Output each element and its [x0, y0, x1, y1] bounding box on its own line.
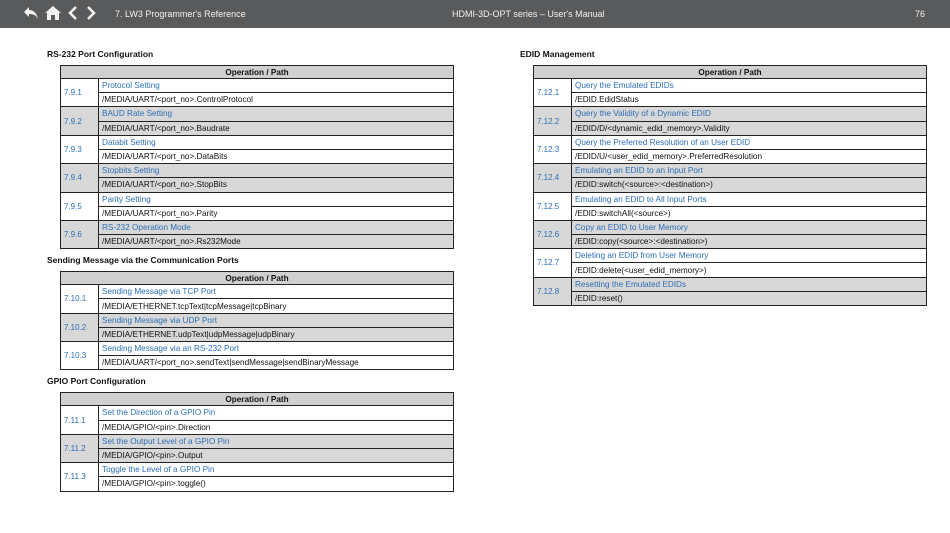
table-row — [61, 434, 454, 448]
table-row — [534, 291, 927, 305]
operation-link[interactable]: Sending Message via an RS-232 Port — [99, 342, 454, 356]
operation-link[interactable]: Sending Message via TCP Port — [99, 285, 454, 299]
command-path: /EDID:reset() — [572, 291, 927, 305]
table-row — [61, 178, 454, 192]
operation-link[interactable]: Parity Setting — [99, 192, 454, 206]
command-path: /MEDIA/GPIO/<pin>.Output — [99, 448, 454, 462]
command-path: /MEDIA/UART/<port_no>.StopBits — [99, 178, 454, 192]
section-number-link[interactable]: 7.9.3 — [61, 135, 99, 163]
command-path: /MEDIA/GPIO/<pin>.toggle() — [99, 477, 454, 491]
command-path: /MEDIA/GPIO/<pin>.Direction — [99, 420, 454, 434]
table-row — [61, 235, 454, 249]
table-row — [534, 121, 927, 135]
table-row — [534, 164, 927, 178]
operation-link[interactable]: Sending Message via UDP Port — [99, 313, 454, 327]
table-row — [61, 121, 454, 135]
operation-link[interactable]: Deleting an EDID from User Memory — [572, 249, 927, 263]
reference-table — [533, 65, 927, 306]
table-header: Operation / Path — [534, 66, 927, 79]
operation-link[interactable]: Set the Direction of a GPIO Pin — [99, 406, 454, 420]
command-path: /MEDIA/UART/<port_no>.Baudrate — [99, 121, 454, 135]
section-number-link[interactable]: 7.12.4 — [534, 164, 572, 192]
table-row — [534, 277, 927, 291]
section-number-link[interactable]: 7.12.3 — [534, 135, 572, 163]
table-row — [61, 356, 454, 370]
table-row — [534, 79, 927, 93]
table-header: Operation / Path — [61, 393, 454, 406]
section-number-link[interactable]: 7.12.5 — [534, 192, 572, 220]
section-number-link[interactable]: 7.12.8 — [534, 277, 572, 305]
section-title: Sending Message via the Communication Ports — [47, 255, 239, 266]
next-page-icon[interactable] — [84, 4, 98, 22]
table-row — [534, 107, 927, 121]
table-header: Operation / Path — [61, 66, 454, 79]
section-title: EDID Management — [520, 49, 595, 59]
section-number-link[interactable]: 7.12.1 — [534, 79, 572, 107]
table-row — [534, 263, 927, 277]
page-number: 76 — [914, 9, 925, 19]
operation-link[interactable]: Resetting the Emulated EDIDs — [572, 277, 927, 291]
table-row — [534, 206, 927, 220]
table-row — [534, 235, 927, 249]
table-row — [534, 149, 927, 163]
operation-link[interactable]: Copy an EDID to User Memory — [572, 220, 927, 234]
command-path: /MEDIA/UART/<port_no>.sendText|sendMessage|sendBinaryMessage — [99, 356, 454, 370]
section-number-link[interactable]: 7.10.3 — [61, 342, 99, 370]
nav-buttons — [22, 4, 98, 22]
table-row — [61, 477, 454, 491]
section-number-link[interactable]: 7.12.7 — [534, 249, 572, 277]
table-row — [61, 192, 454, 206]
section-number-link[interactable]: 7.9.4 — [61, 164, 99, 192]
operation-link[interactable]: Protocol Setting — [99, 79, 454, 93]
command-path: /EDID:switchAll(<source>) — [572, 206, 927, 220]
command-path: /EDID.EdidStatus — [572, 93, 927, 107]
reference-table — [60, 271, 454, 370]
table-row — [61, 220, 454, 234]
table-row — [61, 206, 454, 220]
section-number-link[interactable]: 7.9.5 — [61, 192, 99, 220]
chapter-title[interactable]: 7. LW3 Programmer's Reference — [115, 9, 246, 19]
back-icon[interactable] — [22, 4, 40, 22]
section-number-link[interactable]: 7.10.1 — [61, 285, 99, 313]
section-number-link[interactable]: 7.12.6 — [534, 220, 572, 248]
operation-link[interactable]: Query the Emulated EDIDs — [572, 79, 927, 93]
table-header: Operation / Path — [61, 272, 454, 285]
reference-table — [60, 392, 454, 491]
right-column — [520, 49, 927, 312]
section-number-link[interactable]: 7.9.6 — [61, 220, 99, 248]
table-row — [61, 313, 454, 327]
table-row — [61, 299, 454, 313]
command-path: /EDID:delete(<user_edid_memory>) — [572, 263, 927, 277]
table-row — [534, 135, 927, 149]
command-path: /MEDIA/UART/<port_no>.Rs232Mode — [99, 235, 454, 249]
left-column — [47, 49, 454, 498]
operation-link[interactable]: Emulating an EDID to All Input Ports — [572, 192, 927, 206]
operation-link[interactable]: Databit Setting — [99, 135, 454, 149]
command-path: /EDID:copy(<source>:<destination>) — [572, 235, 927, 249]
section-title: GPIO Port Configuration — [47, 376, 146, 387]
home-icon[interactable] — [44, 4, 62, 22]
table-row — [61, 448, 454, 462]
table-row — [61, 149, 454, 163]
table-row — [61, 107, 454, 121]
command-path: /MEDIA/ETHERNET.udpText|udpMessage|udpBinary — [99, 327, 454, 341]
command-path: /EDID/D/<dynamic_edid_memory>.Validity — [572, 121, 927, 135]
table-row — [61, 406, 454, 420]
operation-link[interactable]: Toggle the Level of a GPIO Pin — [99, 463, 454, 477]
operation-link[interactable]: Query the Preferred Resolution of an User EDID — [572, 135, 927, 149]
section-number-link[interactable]: 7.11.2 — [61, 434, 99, 462]
table-row — [61, 463, 454, 477]
table-row — [534, 178, 927, 192]
command-path: /MEDIA/ETHERNET.tcpText|tcpMessage|tcpBinary — [99, 299, 454, 313]
operation-link[interactable]: RS-232 Operation Mode — [99, 220, 454, 234]
command-path: /MEDIA/UART/<port_no>.ControlProtocol — [99, 93, 454, 107]
table-row — [61, 164, 454, 178]
section-title: RS-232 Port Configuration — [47, 49, 154, 59]
table-row — [61, 327, 454, 341]
manual-title: HDMI-3D-OPT series – User's Manual — [452, 9, 605, 19]
command-path: /MEDIA/UART/<port_no>.DataBits — [99, 149, 454, 163]
table-row — [534, 249, 927, 263]
table-row — [61, 93, 454, 107]
table-row — [534, 192, 927, 206]
command-path: /EDID:switch(<source>:<destination>) — [572, 178, 927, 192]
operation-link[interactable]: Emulating an EDID to an Input Port — [572, 164, 927, 178]
table-row — [61, 135, 454, 149]
prev-page-icon[interactable] — [66, 4, 80, 22]
table-row — [534, 220, 927, 234]
table-row — [61, 285, 454, 299]
operation-link[interactable]: Stopbits Setting — [99, 164, 454, 178]
operation-link[interactable]: BAUD Rate Setting — [99, 107, 454, 121]
reference-table — [60, 65, 454, 249]
section-number-link[interactable]: 7.11.3 — [61, 463, 99, 491]
section-number-link[interactable]: 7.9.1 — [61, 79, 99, 107]
table-row — [61, 420, 454, 434]
table-row — [61, 79, 454, 93]
section-number-link[interactable]: 7.11.1 — [61, 406, 99, 434]
section-number-link[interactable]: 7.9.2 — [61, 107, 99, 135]
command-path: /EDID/U/<user_edid_memory>.PreferredResolution — [572, 149, 927, 163]
table-row — [61, 342, 454, 356]
section-number-link[interactable]: 7.10.2 — [61, 313, 99, 341]
top-bar — [0, 0, 950, 28]
operation-link[interactable]: Set the Output Level of a GPIO Pin — [99, 434, 454, 448]
table-row — [534, 93, 927, 107]
command-path: /MEDIA/UART/<port_no>.Parity — [99, 206, 454, 220]
operation-link[interactable]: Query the Validity of a Dynamic EDID — [572, 107, 927, 121]
section-number-link[interactable]: 7.12.2 — [534, 107, 572, 135]
